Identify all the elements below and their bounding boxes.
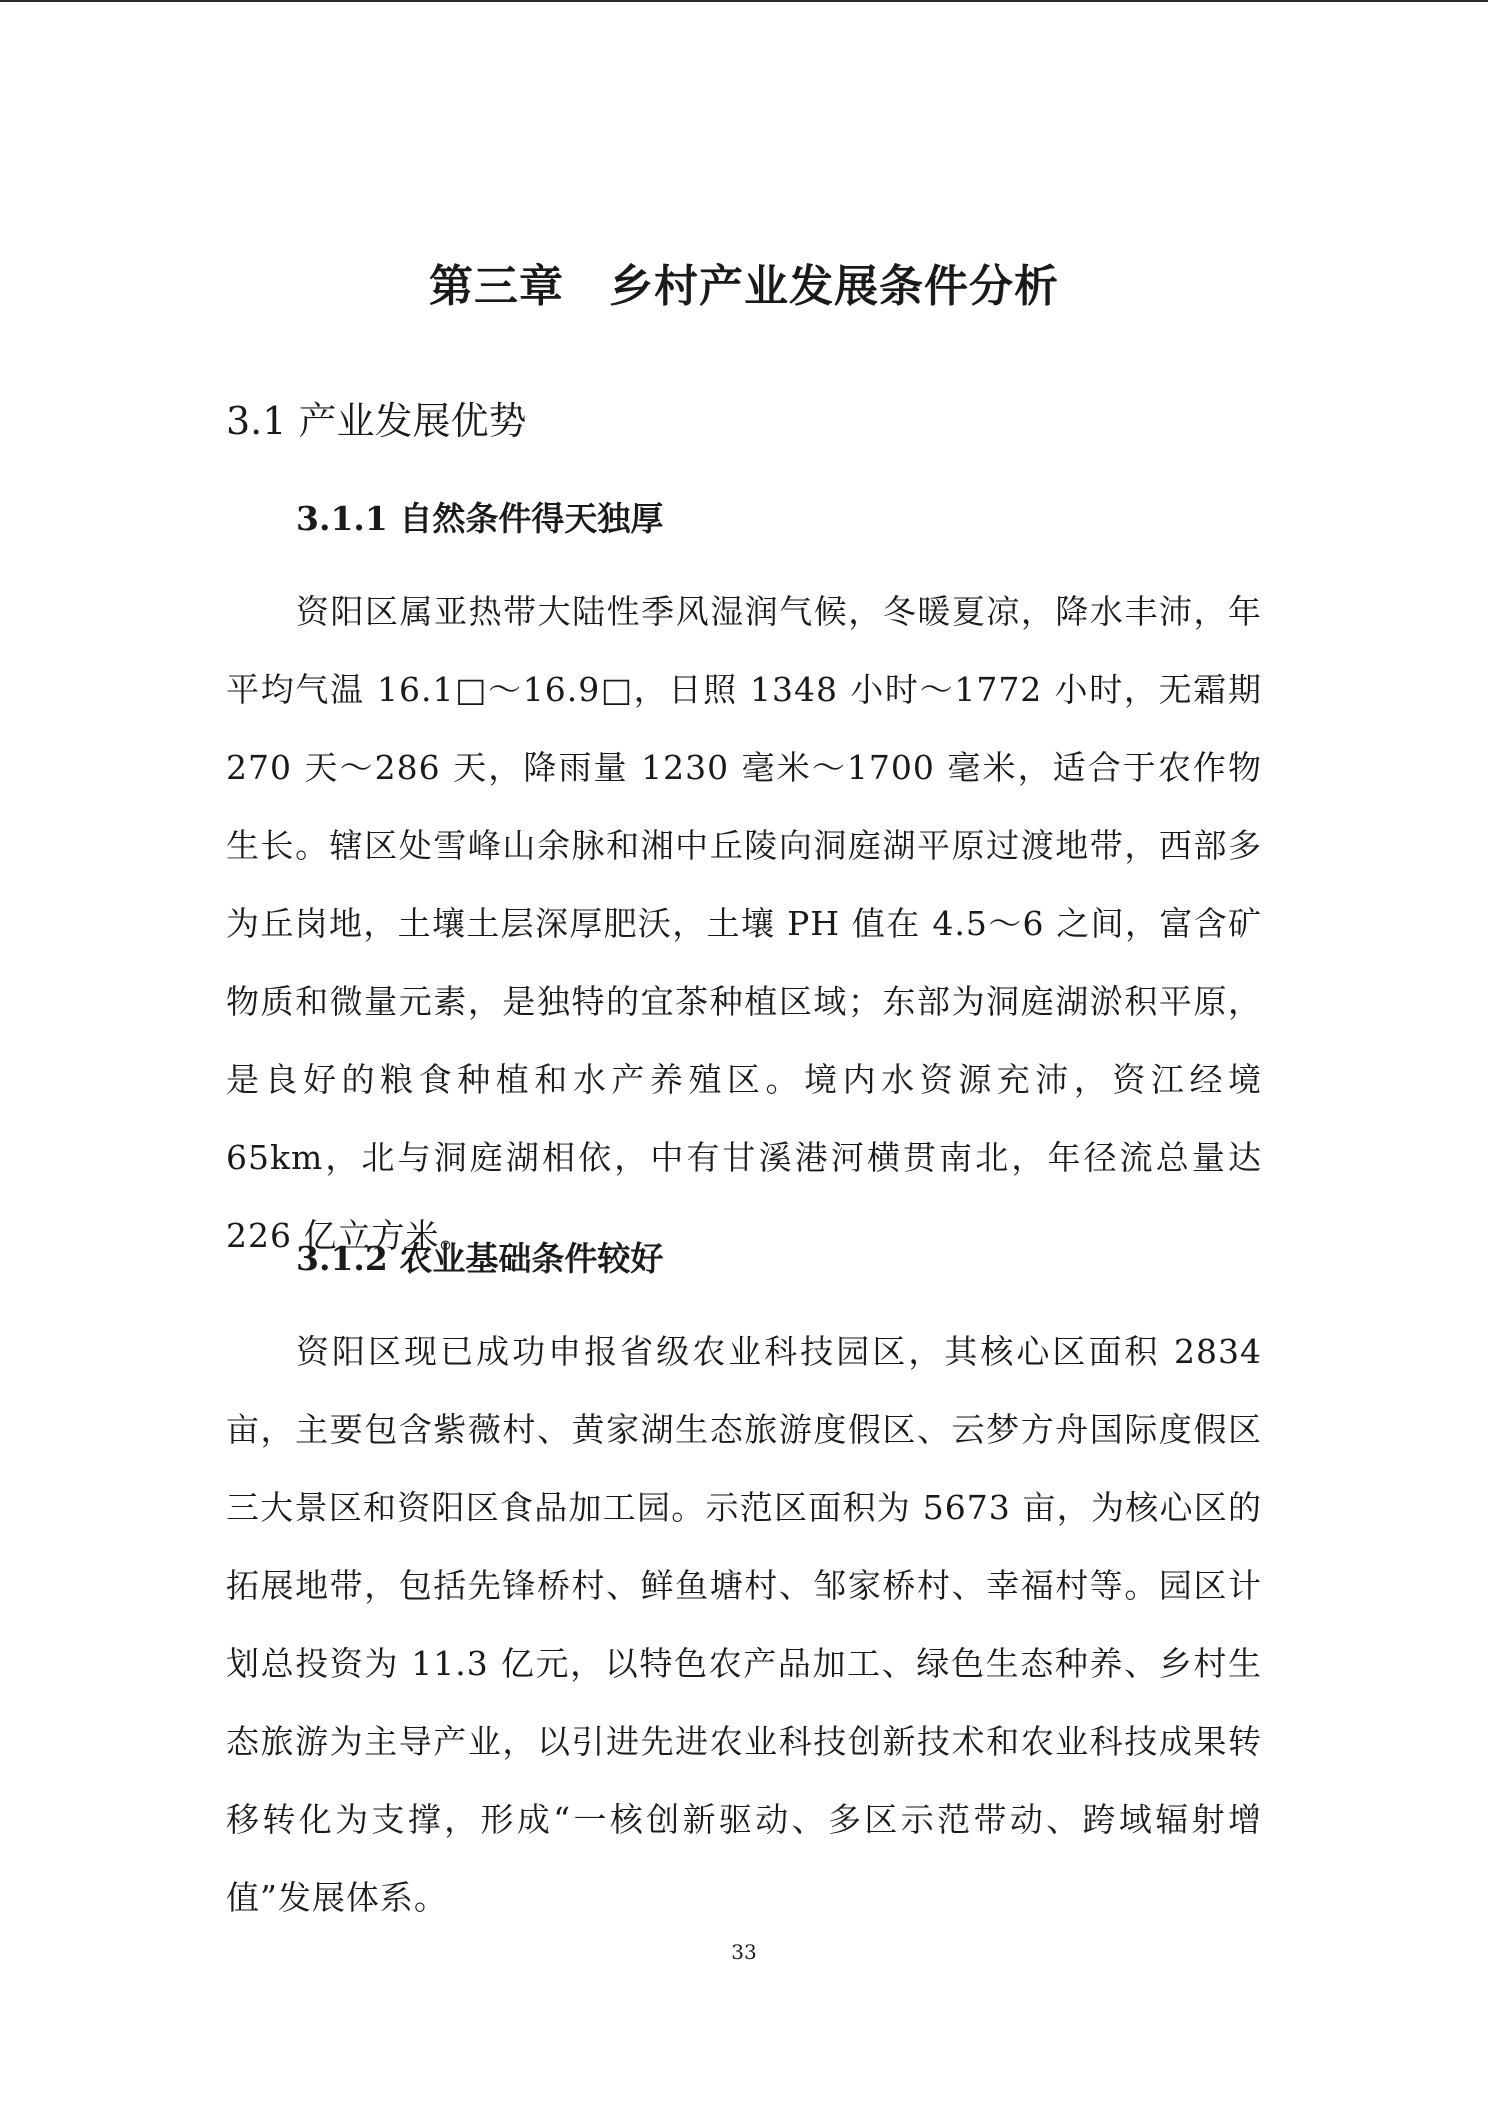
subsection-title-natural-conditions: 3.1.1 自然条件得天独厚 (296, 499, 664, 538)
page-number: 33 (731, 1940, 757, 1964)
paragraph-natural-conditions: 资阳区属亚热带大陆性季风湿润气候，冬暖夏凉，降水丰沛，年平均气温 16.1□～16.9□，日照 1348 小时～1772 小时，无霜期 270 天～286 天，降雨量 1230 毫米～1700 毫米，适合于农作物生长。辖区处雪峰山余脉和湘中丘陵向洞庭湖平原过渡地带，西部多为丘岗地，土壤土层深厚肥沃，土壤 PH 值在 4.5～6 之间，富含矿物质和微量元素，是独特的宜茶种植区域；东部为洞庭湖淤积平原，是良好的粮食种植和水产养殖区。境内水资源充沛，资江经境 65km，北与洞庭湖相依，中有甘溪港河横贯南北，年径流总量达 226 亿立方米。 (226, 592, 1262, 1255)
chapter-title: 第三章 乡村产业发展条件分析 (429, 261, 1059, 312)
subsection-title-agricultural-base: 3.1.2 农业基础条件较好 (296, 1239, 664, 1278)
page-top-border (0, 0, 1488, 2)
paragraph-agricultural-base: 资阳区现已成功申报省级农业科技园区，其核心区面积 2834 亩，主要包含紫薇村、黄家湖生态旅游度假区、云梦方舟国际度假区三大景区和资阳区食品加工园。示范区面积为 5673 亩，为核心区的拓展地带，包括先锋桥村、鲜鱼塘村、邹家桥村、幸福村等。园区计划总投资为 11.3 亿元，以特色农产品加工、绿色生态种养、乡村生态旅游为主导产业，以引进先进农业科技创新技术和农业科技成果转移转化为支撑，形成“一核创新驱动、多区示范带动、跨域辐射增值”发展体系。 (226, 1332, 1262, 1917)
section-title: 3.1 产业发展优势 (226, 399, 527, 443)
